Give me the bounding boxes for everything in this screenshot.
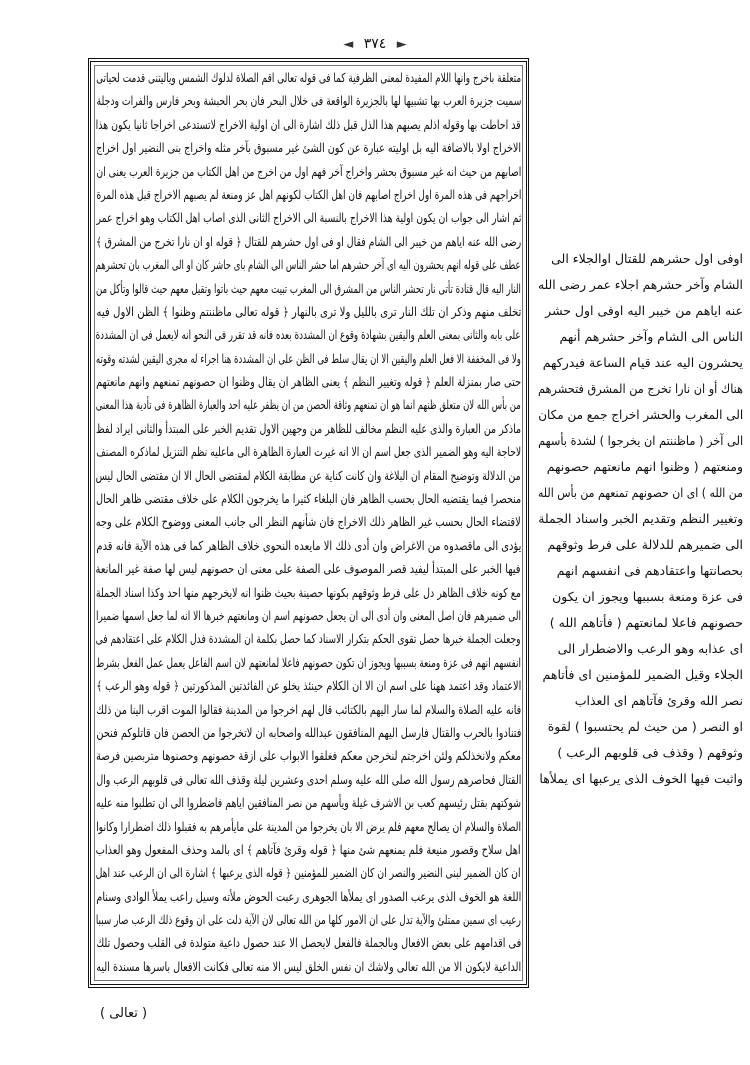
line-text: الى ضميرهم للدلالة على فرط وثوقهم bbox=[547, 537, 743, 552]
line-text: الشام وآخر حشرهم اجلاء عمر رضى الله bbox=[538, 277, 743, 292]
text-line bbox=[538, 480, 743, 506]
text-line bbox=[538, 532, 743, 558]
text-line bbox=[538, 298, 743, 324]
text-line bbox=[96, 815, 521, 838]
margin-text bbox=[538, 246, 743, 792]
text-line bbox=[538, 636, 743, 662]
text-line bbox=[96, 113, 521, 136]
text-line bbox=[538, 584, 743, 610]
line-text: الصلاة والسلام ان يصالح معهم فلم يرض الا بان يخرجوا من المدينة على مايأمرهم به فقبلوا ذلك اضطرارا وكانوا bbox=[96, 818, 521, 834]
line-text: على بابه والثانى بمعنى العلم واليقين بشهادة وقوع ان المشددة بعده فانه قد تقرر فى النحو انه لايعمل فى ان المشددة bbox=[96, 327, 521, 343]
line-text: ومنعتهم ( وظنوا انهم مانعتهم حصونهم bbox=[546, 459, 743, 474]
line-text: بحصانتها واعتقادهم فى انفسهم انهم bbox=[556, 563, 743, 578]
text-line bbox=[538, 454, 743, 480]
text-line bbox=[96, 581, 521, 604]
line-text: رضى الله عنه اياهم من خيبر الى الشام فقال او فى اول حشرهم للقتال ﴿ قوله او ان نارا تخرج من المشرق ﴾ bbox=[96, 233, 521, 249]
line-text: فى عزة ومنعة بسببها ويجوز ان يكون bbox=[552, 589, 743, 604]
text-line bbox=[96, 323, 521, 346]
text-line bbox=[96, 253, 521, 276]
text-line bbox=[96, 861, 521, 884]
text-line bbox=[538, 376, 743, 402]
text-line bbox=[96, 160, 521, 183]
line-text: عنه اياهم من خيبر اليه اوفى اول حشر bbox=[545, 303, 743, 318]
line-text: لاقتضاء الحال بحسب غير الظاهر ذلك الاخراج فان شأنهم النظر الى جانب المعنى ووضوح الكلام على وجه bbox=[96, 514, 521, 530]
catchword: ( تعالى ) bbox=[100, 1006, 148, 1021]
line-text: يؤدى الى ماقصدوه من الاغراض وان أدى ذلك الا مايعده النحوى خلاف الظاهر كما فى هذه الآية فانه قدم bbox=[96, 537, 521, 553]
line-text: من الدلالة وتوضيح المقام ان البلاغة وان كانت كناية عن مطابقة الكلام لمقتضى الحال الا ان مقتضى الحال ليس bbox=[96, 467, 521, 483]
line-text: منحصرا فيما يقتضيه الحال بحسب الظاهر فان البلغاء كثيرا ما يخرجون الكلام على خلاف مقتضى ظاهر الحال bbox=[96, 491, 521, 507]
text-line bbox=[538, 558, 743, 584]
line-text: تخلف منهم وذكر ان تلك النار ترى بالليل ولا ترى بالنهار ﴿ قوله تعالى ماظننتم وظنوا ﴾ الظن الاول فيه bbox=[96, 303, 521, 319]
line-text: حتى صار بمنزلة العلم ﴿ قوله وتغيير النظم ﴾ يعنى الظاهر ان يقال وظنوا ان حصونهم تمنعهم وانهم مانعتهم bbox=[96, 374, 521, 390]
line-text: وجعلت الجملة خبرها حصل تقوى الحكم بتكرار الاسناد كما حصل بكلمة ان المشددة فدل الكلام على اعتقادهم فى bbox=[96, 631, 521, 647]
text-line bbox=[96, 206, 521, 229]
main-commentary-text bbox=[96, 66, 521, 978]
line-text: الى آخر ( ماظننتم ان يخرجوا ) لشدة بأسهم bbox=[538, 433, 743, 448]
text-line bbox=[96, 66, 521, 89]
text-line bbox=[538, 714, 743, 740]
line-text: قد احاطت بها وقوله اذلم يصبهم هذا الذل قبل ذلك اشارة الى ان اولية الاخراج لاتستدعى اخراجا ثانيا يكون هذا bbox=[96, 116, 521, 132]
text-line bbox=[96, 698, 521, 721]
line-text: واثبت فيها الخوف الذى يرعبها اى يملأها bbox=[539, 771, 743, 786]
text-line bbox=[96, 89, 521, 112]
line-text: من الله ) اى ان حصونهم تمنعهم من بأس الله bbox=[538, 485, 743, 500]
line-text: مع كونه خلاف الظاهر دل على فرط وثوقهم بكونها حصينة بحيث ظنوا انه لايخرجهم منها احد وكذا اسناد الجملة bbox=[96, 584, 521, 600]
line-text: اوفى اول حشرهم للقتال اوالجلاء الى bbox=[551, 251, 743, 266]
line-text: فى اقدامهم على بعض الافعال وبالجملة فالفعل لايحصل الا عند حصول داعية متولدة فى القلب وحصول تلك bbox=[96, 935, 521, 951]
text-line bbox=[538, 402, 743, 428]
line-text: او النصر ( من حيث لم يحتسبوا ) لقوة bbox=[547, 719, 743, 734]
line-text: الاخراج اولا بالاضافة اليه بل اوليته عبارة عن كون الشئ غير مسبوق بآخر مثله واخراج بنى النضير اول اخراج bbox=[96, 140, 521, 156]
line-text: القتال فحاصرهم رسول الله صلى الله عليه وسلم احدى وعشرين ليلة وقذف الله تعالى فى قلوبهم الرعب وال bbox=[96, 771, 521, 787]
text-line bbox=[96, 838, 521, 861]
text-line bbox=[96, 487, 521, 510]
line-text: ماذكر من العبارة والذى عليه النظم مخالف للظاهر من وجهين الاول تقديم الخبر على المبتدأ والثانى ايراد لفظ bbox=[96, 420, 521, 436]
text-line bbox=[96, 510, 521, 533]
text-line bbox=[538, 740, 743, 766]
text-line bbox=[96, 908, 521, 931]
text-line bbox=[538, 272, 743, 298]
line-text: اخراجهم فى هذه المرة اول اخراج اصابهم فان اهل الكتاب لكونهم اهل عز ومنعة لم يصبهم الاخراج قبل هذه المرة bbox=[96, 186, 521, 202]
line-text: متعلقة باخرج وانها اللام المفيدة لمعنى الظرفية كما فى قوله تعالى اقم الصلاة لدلوك الشمس وياليتنى قدمت لحياتى bbox=[96, 70, 521, 85]
text-line bbox=[538, 350, 743, 376]
line-text: شوكتهم بقتل رئيسهم كعب بن الاشرف غيلة ويأسهم من نصر المنافقين اياهم فاضطروا الى ان تطلبوا منه عليه bbox=[96, 795, 521, 811]
line-text: فيها الخبر على المبتدأ ليفيد قصر الموصوف على الصفة على معنى ان حصونهم ليس لها صفة غير المانعة bbox=[96, 561, 521, 577]
text-line bbox=[96, 721, 521, 744]
text-line bbox=[538, 688, 743, 714]
ornament-icon: ◄ bbox=[343, 37, 354, 52]
line-text: من بأس الله لان متعلق ظنهم انما هو ان تمنعهم وثاقة الحصن من ان يظفر عليه احد والعبارة الظاهرة فى تأدية هذا المعنى bbox=[96, 397, 521, 413]
text-line bbox=[96, 136, 521, 159]
text-line bbox=[96, 955, 521, 978]
line-text: الجلاء وقيل الضمير للمؤمنين اى فأتاهم bbox=[542, 667, 743, 682]
text-line bbox=[96, 651, 521, 674]
text-line bbox=[538, 428, 743, 454]
text-line bbox=[96, 791, 521, 814]
line-text: ان كان الضمير لبنى النضير والنصر ان كان الضمير للمؤمنين ﴿ قوله الذى يرعبها ﴾ اشارة الى ان الرعب عند اهل bbox=[96, 865, 521, 881]
line-text: لاحاجة اليه وهو الضمير الذى جعل اسم ان الا انه غيرت العبارة الظاهرة الى ماعليه نظم التنزيل لماذكره المصنف bbox=[96, 444, 521, 460]
line-text: حصونهم فاعلا لمانعتهم ( فأتاهم الله ) bbox=[549, 615, 743, 630]
text-line bbox=[538, 766, 743, 792]
line-text: النار اليه قال قتادة تأتى نار تحشر الناس من المشرق الى المغرب تبيت معهم حيث باتوا وتقيل معهم حيث قالوا وتأكل من bbox=[96, 280, 521, 296]
text-line bbox=[96, 393, 521, 416]
text-line bbox=[538, 662, 743, 688]
line-text: فتنادوا بالحرب والقتال فارسل اليهم المنافقون عبدالله واصحابه ان لاتخرجوا من الحصن فان قاتلوكم فنحن bbox=[95, 724, 521, 740]
text-line bbox=[96, 183, 521, 206]
text-line bbox=[96, 768, 521, 791]
line-text: الداعية لايكون الا من الله تعالى ولاشك ان نفس الخلق ليس الا منه تعالى فكانت الافعال باسرها مسندة اليه bbox=[96, 958, 521, 974]
text-line bbox=[96, 417, 521, 440]
text-line bbox=[96, 230, 521, 253]
line-text: رعيب اى سمين ممتلئ والآية تدل على ان الامور كلها من الله تعالى لان الآية دلت على ان وقوع ذلك الرعب صار سببا bbox=[96, 912, 521, 928]
page-header bbox=[0, 36, 750, 52]
line-text: الى المغرب والحشر اخراج جمع من مكان bbox=[538, 407, 743, 422]
text-line bbox=[96, 627, 521, 650]
line-text: نصر الله وقرئ فآتاهم اى العذاب bbox=[574, 693, 743, 708]
text-line bbox=[96, 347, 521, 370]
page-number: ٣٧٤ bbox=[363, 36, 387, 52]
text-line bbox=[538, 506, 743, 532]
line-text: اللغة هو الخوف الذى يرعب الصدور اى يملأها الجوهرى رعبت الحوض ملأته وسيل راعب يملأ الوادى وسنام bbox=[96, 888, 521, 904]
ornament-icon: ► bbox=[396, 37, 407, 52]
line-text: الى ضميرهم فان اصل المعنى وان أدى الى ان يجعل حصونهم اسم ان ومانعتهم خبرها الا انه لما جعل اسمها ضميرا bbox=[96, 607, 521, 623]
text-line bbox=[96, 370, 521, 393]
line-text: الناس الى الشام وآخر حشرهم أنهم bbox=[559, 329, 743, 344]
text-line bbox=[96, 464, 521, 487]
text-line bbox=[96, 534, 521, 557]
line-text: وثوقهم ( وقذف فى قلوبهم الرعب ) bbox=[557, 745, 743, 760]
text-line bbox=[538, 610, 743, 636]
text-line bbox=[538, 324, 743, 350]
line-text: هناك أو ان نارا تخرج من المشرق فتحشرهم bbox=[538, 381, 743, 396]
text-line bbox=[96, 557, 521, 580]
line-text: معكم ولانخذلكم ولئن اخرجتم لنخرجن معكم فغلقوا الابواب على ازقة حصونهم وحصنوها متربصين فرصة bbox=[96, 748, 521, 764]
text-line bbox=[96, 440, 521, 463]
line-text: انفسهم انهم فى عزة ومنعة بسببها ويجوز ان تكون حصونهم فاعلا لمانعتهم لان اسم الفاعل يعمل عمل الفعل بشرط bbox=[96, 654, 521, 670]
text-line bbox=[96, 744, 521, 767]
line-text: سميت جزيرة العرب بها تشبيها لها بالجزيرة الواقعة فى خلال البحر فان بحر الحبشة وبحر فارس والفرات ودجلة bbox=[96, 93, 521, 109]
text-line bbox=[96, 885, 521, 908]
line-text: الاعتماد وقد اعتمد ههنا على اسم ان الا ان الكلام حينئذ يخلو عن الفائدتين المذكورتين ﴿ قوله وهو الرعب ﴾ bbox=[96, 678, 521, 694]
line-text: اى عذابه وهو الرعب والاضطرار الى bbox=[557, 641, 743, 656]
line-text: عطف على قوله انهم يحشرون اليه اى آخر حشرهم اما حشر الناس الى الشام باى حاشر كان او الى المغرب بان تحشرهم bbox=[96, 257, 521, 273]
line-text: اهل سلاح وقصور منيعة فلم يمنعهم شئ منها ﴿ قوله وقرئ فآتاهم ﴾ اى بالمد وحذف المفعول وهو العذاب bbox=[96, 841, 521, 857]
line-text: فانه عليه الصلاة والسلام لما سار اليهم بالكتائب قال لهم اخرجوا من المدينة فقالوا الموت اقرب الينا من ذلك bbox=[96, 701, 521, 717]
text-line bbox=[538, 246, 743, 272]
text-line bbox=[96, 300, 521, 323]
line-text: ولا فى المخففة الا فعل العلم واليقين الا ان يقال سلط فى الظن على ان المشددة هنا اجراء له مجرى اليقين لشدته وقوته bbox=[96, 350, 521, 366]
line-text: يحشرون اليه عند قيام الساعة فيدركهم bbox=[542, 355, 743, 370]
text-line bbox=[96, 604, 521, 627]
text-line bbox=[96, 931, 521, 954]
line-text: اصابهم من حيث انه غير مسبوق بحشر واخراج آخر فهم اول من اخرج من اهل الكتاب من جزيرة العرب يعنى ان bbox=[96, 163, 521, 179]
text-line bbox=[96, 674, 521, 697]
text-line bbox=[96, 277, 521, 300]
line-text: ثم اشار الى جواب ان يكون اولية هذا الاخراج بالنسبة الى الاخراج الثانى الذى اصاب اهل الكتاب وهو اخراج عمر bbox=[96, 210, 521, 226]
line-text: وتغيير النظم وتقديم الخبر واسناد الجملة bbox=[538, 511, 743, 526]
